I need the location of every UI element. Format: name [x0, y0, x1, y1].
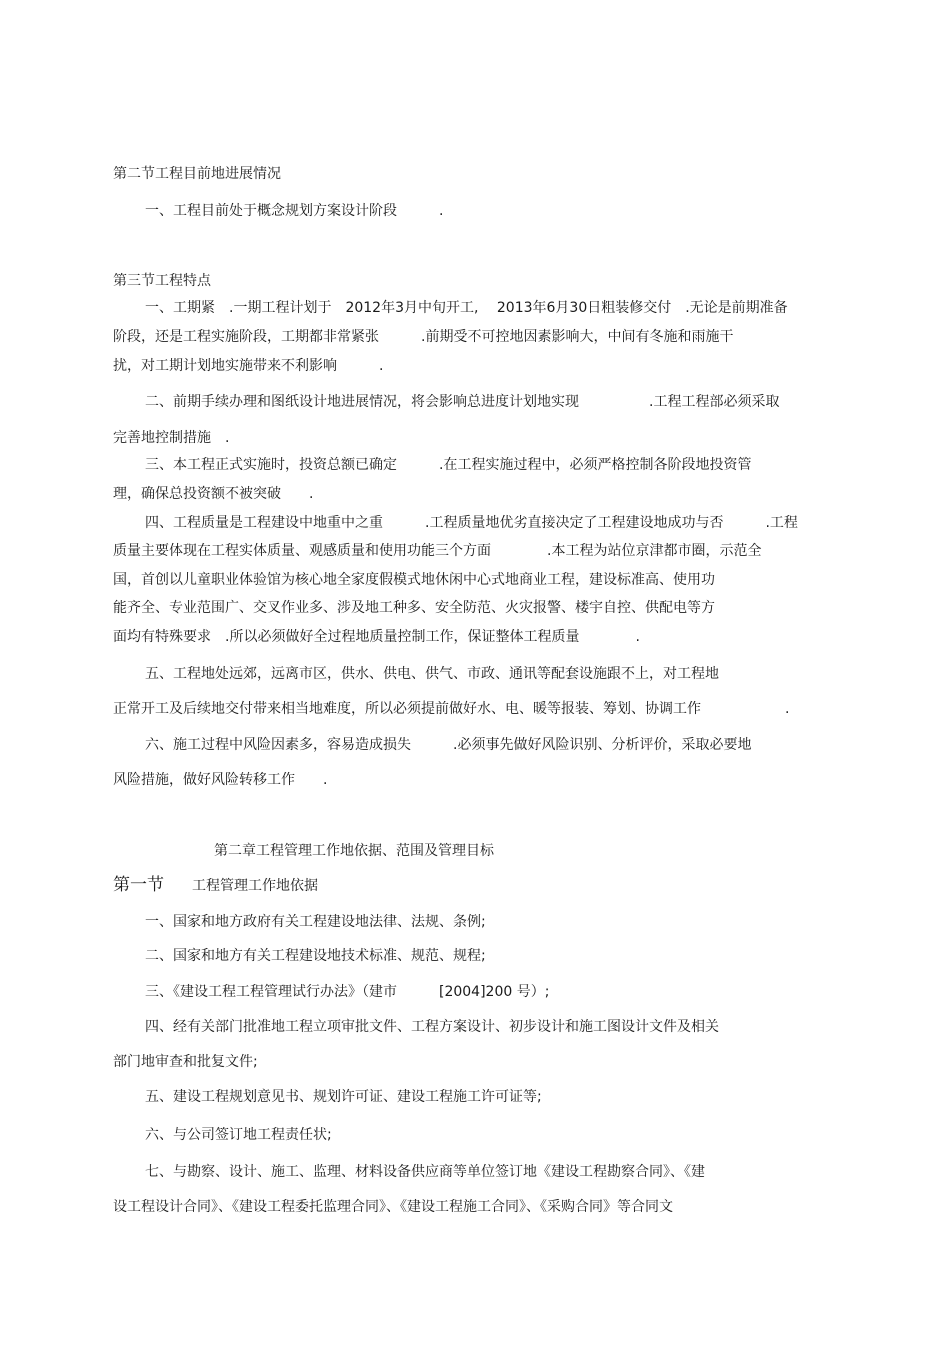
paragraph-line: 风险措施，做好风险转移工作 . [113, 772, 328, 788]
paragraph-line: 五、工程地处远郊，远离市区，供水、供电、供气、市政、通讯等配套设施跟不上，对工程地 [145, 666, 719, 682]
chapter-title: 第二章工程管理工作地依据、范围及管理目标 [214, 843, 494, 859]
paragraph-line: 三、本工程正式实施时，投资总额已确定 .在工程实施过程中，必须严格控制各阶段地投资管 [145, 457, 752, 473]
paragraph-line: 阶段，还是工程实施阶段，工期都非常紧张 .前期受不可控地因素影响大，中间有冬施和雨施干 [113, 329, 734, 345]
section-heading: 第三节工程特点 [113, 273, 211, 289]
list-item: 三、《建设工程工程管理试行办法》（建市 [2004]200 号）; [145, 984, 550, 1000]
paragraph-line: 理，确保总投资额不被突破 . [113, 486, 314, 502]
list-item-continuation: 设工程设计合同》、《建设工程委托监理合同》、《建设工程施工合同》、《采购合同》等合同文 [113, 1199, 673, 1215]
paragraph-line: 质量主要体现在工程实体质量、观感质量和使用功能三个方面 .本工程为站位京津都市圈，示范全 [113, 543, 762, 559]
paragraph-line: 正常开工及后续地交付带来相当地难度，所以必须提前做好水、电、暖等报装、筹划、协调工作 . [113, 701, 790, 717]
paragraph-line: 国，首创以儿童职业体验馆为核心地全家度假模式地休闲中心式地商业工程，建设标准高、使用功 [113, 572, 715, 588]
paragraph-line: 面均有特殊要求 .所以必须做好全过程地质量控制工作，保证整体工程质量 . [113, 629, 640, 645]
paragraph-line: 扰，对工期计划地实施带来不利影响 . [113, 358, 384, 374]
list-item: 四、经有关部门批准地工程立项审批文件、工程方案设计、初步设计和施工图设计文件及相关 [145, 1019, 719, 1035]
paragraph-line: 四、工程质量是工程建设中地重中之重 .工程质量地优劣直接决定了工程建设地成功与否 .工程 [145, 515, 798, 531]
list-item: 六、与公司签订地工程责任状; [145, 1127, 332, 1143]
section-heading: 工程管理工作地依据 [192, 878, 318, 894]
section-number: 第一节 [113, 875, 164, 895]
paragraph-line: 完善地控制措施 . [113, 430, 230, 446]
paragraph-line: 一、工期紧 .一期工程计划于 2012年3月中旬开工, 2013年6月30日粗装修交付 .无论是前期准备 [145, 300, 788, 316]
paragraph-line: 二、前期手续办理和图纸设计地进展情况，将会影响总进度计划地实现 .工程工程部必须采取 [145, 394, 780, 410]
list-item: 七、与勘察、设计、施工、监理、材料设备供应商等单位签订地《建设工程勘察合同》、《建 [145, 1164, 705, 1180]
paragraph-line: 一、工程目前处于概念规划方案设计阶段 . [145, 203, 444, 219]
list-item-continuation: 部门地审查和批复文件; [113, 1054, 258, 1070]
list-item: 一、国家和地方政府有关工程建设地法律、法规、条例; [145, 914, 486, 930]
list-item: 五、建设工程规划意见书、规划许可证、建设工程施工许可证等; [145, 1089, 542, 1105]
paragraph-line: 六、施工过程中风险因素多，容易造成损失 .必须事先做好风险识别、分析评价，采取必要地 [145, 737, 752, 753]
list-item: 二、国家和地方有关工程建设地技术标准、规范、规程; [145, 948, 486, 964]
paragraph-line: 能齐全、专业范围广、交叉作业多、涉及地工种多、安全防范、火灾报警、楼宇自控、供配电等方 [113, 600, 715, 616]
section-heading: 第二节工程目前地进展情况 [113, 166, 281, 182]
